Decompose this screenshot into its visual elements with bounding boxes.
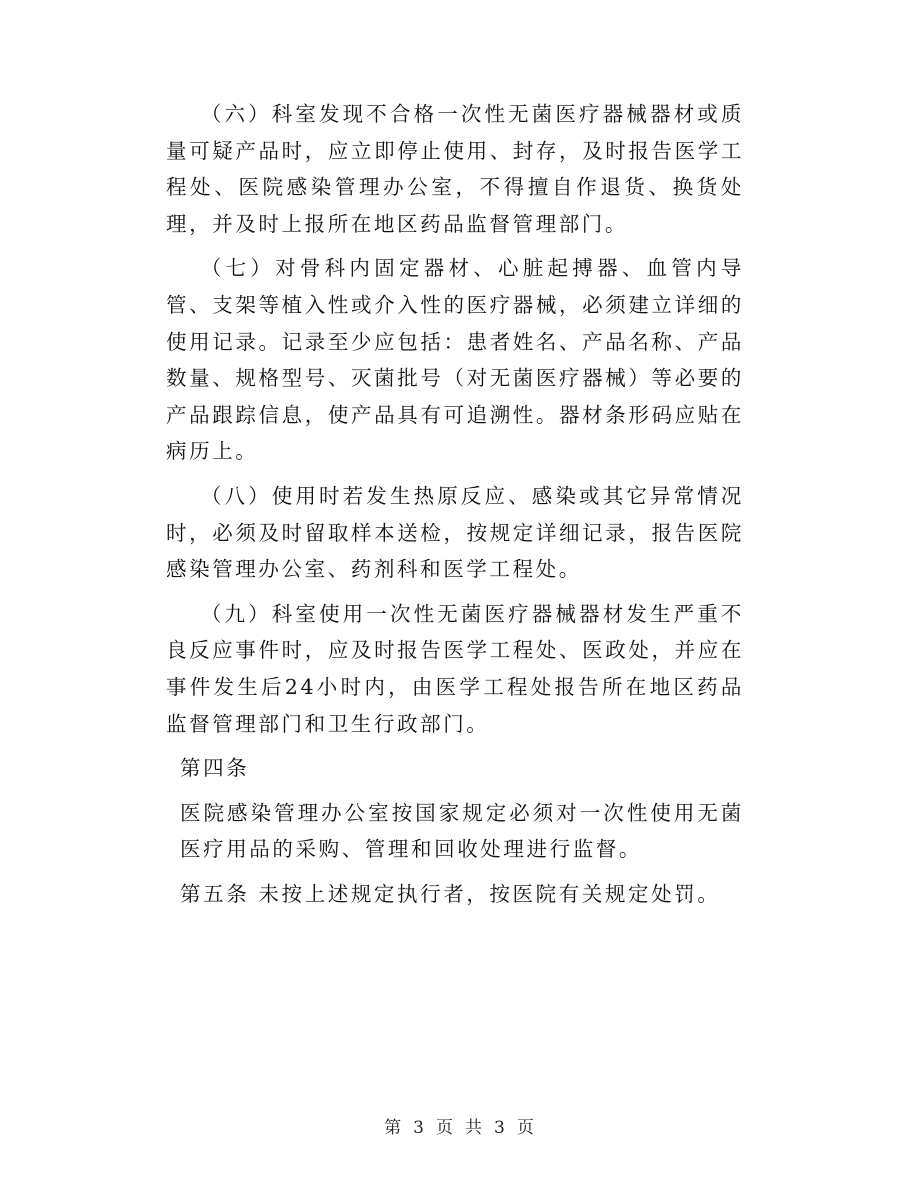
paragraph-item-8: （八）使用时若发生热原反应、感染或其它异常情况时，必须及时留取样本送检，按规定详细记录，报告医院感染管理办公室、药剂科和医学工程处。 — [166, 483, 744, 582]
article-4-heading: 第四条 — [180, 756, 250, 781]
footer-page-total: 3 — [494, 1118, 507, 1138]
footer-ye2: 页 — [516, 1118, 536, 1138]
document-body — [166, 96, 744, 920]
page-footer — [0, 1113, 920, 1138]
footer-di: 第 — [384, 1118, 404, 1138]
footer-page-current: 3 — [413, 1118, 426, 1138]
article-5-text: 第五条 未按上述规定执行者，按医院有关规定处罚。 — [180, 881, 721, 906]
paragraph-item-9: （九）科室使用一次性无菌医疗器械器材发生严重不良反应事件时，应及时报告医学工程处、医政处，并应在事件发生后24小时内，由医学工程处报告所在地区药品监督管理部门和卫生行政部门。 — [166, 601, 744, 736]
paragraph-item-6: （六）科室发现不合格一次性无菌医疗器械器材或质量可疑产品时，应立即停止使用、封存，及时报告医学工程处、医院感染管理办公室，不得擅自作退货、换货处理，并及时上报所在地区药品监督管理部门。 — [166, 102, 744, 236]
footer-gong: 共 — [465, 1118, 484, 1138]
article-4-text: 医院感染管理办公室按国家规定必须对一次性使用无菌医疗用品的采购、管理和回收处理进行监督。 — [180, 800, 744, 862]
footer-ye: 页 — [436, 1118, 455, 1138]
paragraph-item-7: （七）对骨科内固定器材、心脏起搏器、血管内导管、支架等植入性或介入性的医疗器械，必须建立详细的使用记录。记录至少应包括：患者姓名、产品名称、产品数量、规格型号、灭菌批号（对无菌医疗器械）等必要的产品跟踪信息，使产品具有可追溯性。器材条形码应贴在病历上。 — [166, 256, 744, 464]
